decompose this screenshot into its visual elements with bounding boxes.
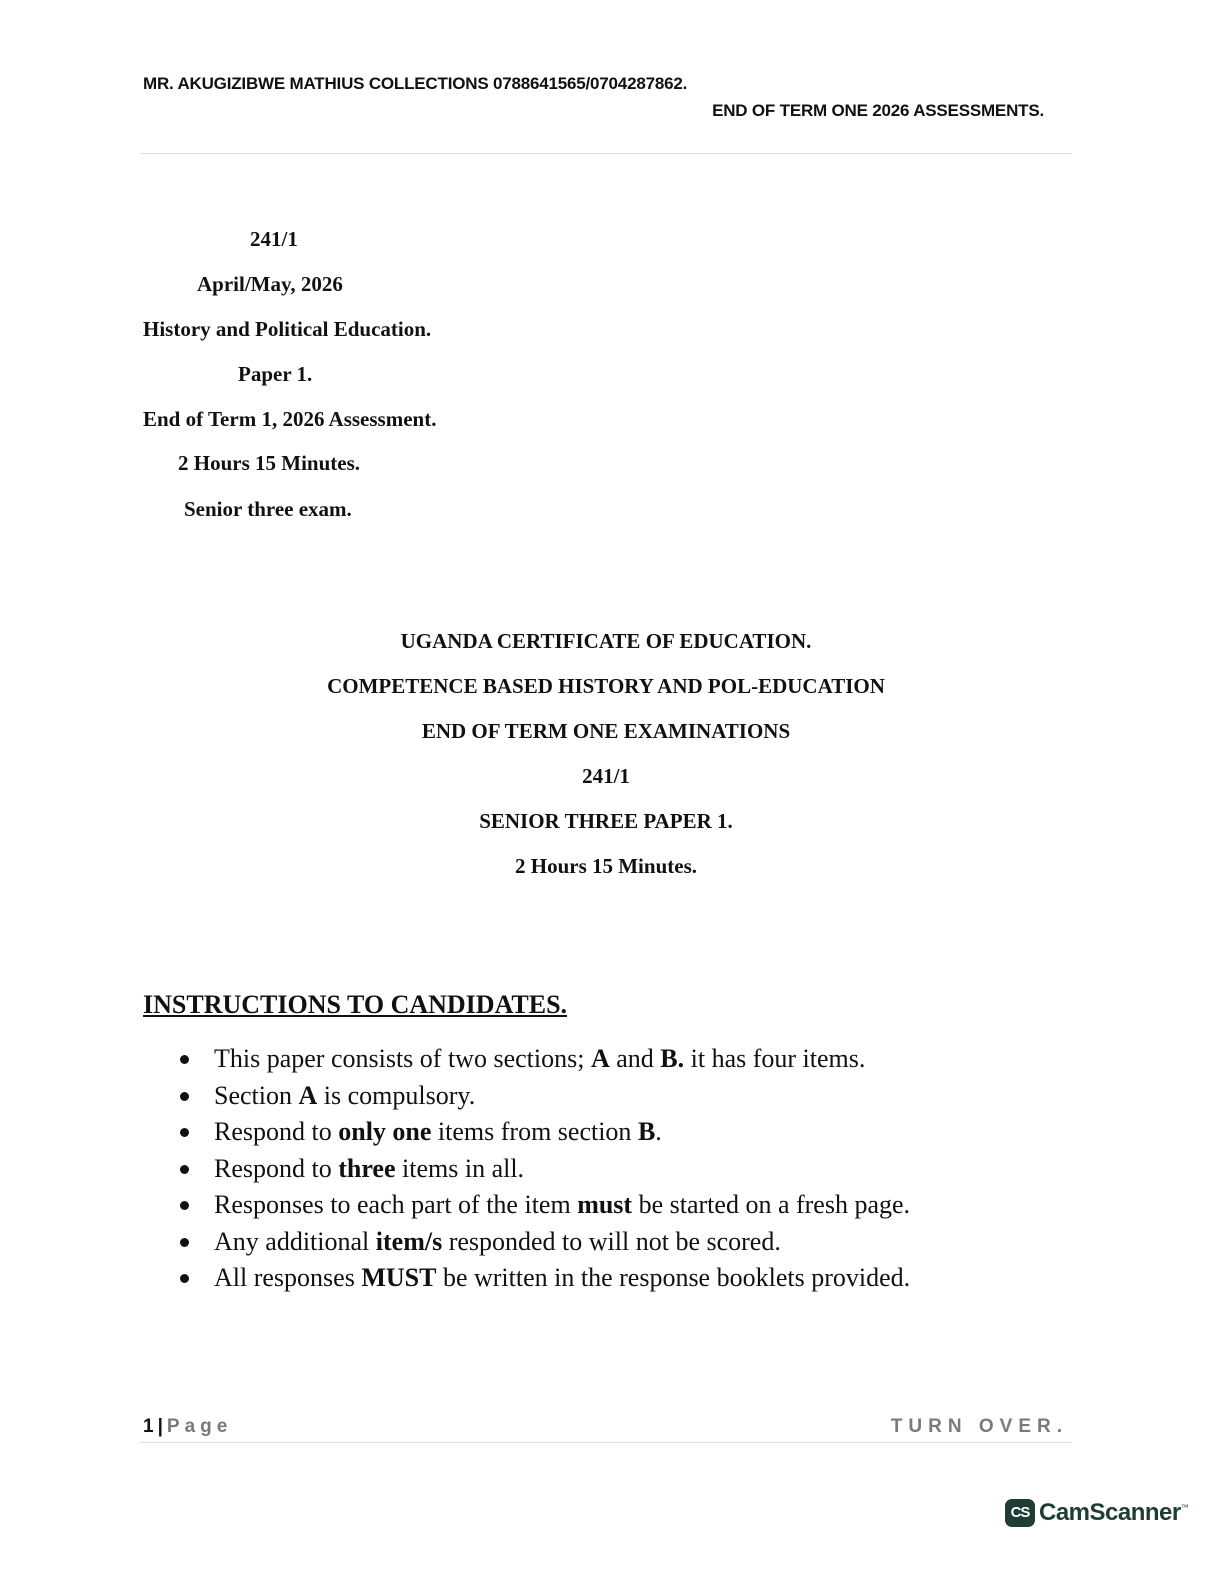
bullet-icon: [180, 1092, 189, 1101]
bullet-icon: [180, 1274, 189, 1283]
footer-divider: [140, 1442, 1072, 1443]
page-number: 1 | Page: [143, 1416, 233, 1437]
camscanner-name: CamScanner: [1039, 1499, 1181, 1526]
bullet-icon: [180, 1055, 189, 1064]
paper-number: Paper 1.: [238, 362, 313, 386]
camscanner-trademark: ™: [1180, 1503, 1189, 1512]
bullet-icon: [180, 1201, 189, 1210]
center-paper-code: 241/1: [582, 764, 630, 788]
subject-name: History and Political Education.: [143, 317, 432, 341]
bullet-icon: [180, 1238, 189, 1247]
instruction-item: Responses to each part of the item must be started on a fresh page.: [143, 1187, 910, 1224]
duration: 2 Hours 15 Minutes.: [178, 451, 361, 475]
class-level: Senior three exam.: [184, 497, 352, 521]
exam-date: April/May, 2026: [197, 272, 343, 296]
instruction-item: Respond to only one items from section B.: [143, 1114, 910, 1151]
assessment-name: End of Term 1, 2026 Assessment.: [143, 407, 437, 431]
header-assessment-line: END OF TERM ONE 2026 ASSESSMENTS.: [712, 101, 1044, 120]
header-collection-line: MR. AKUGIZIBWE MATHIUS COLLECTIONS 0788641565/0704287862.: [143, 74, 688, 93]
instruction-item: Section A is compulsory.: [143, 1078, 910, 1115]
center-duration: 2 Hours 15 Minutes.: [514, 854, 697, 878]
bullet-icon: [180, 1165, 189, 1174]
instructions-title: INSTRUCTIONS TO CANDIDATES.: [143, 990, 568, 1019]
instruction-item: All responses MUST be written in the response booklets provided.: [143, 1260, 910, 1297]
instruction-item: This paper consists of two sections; A and B. it has four items.: [143, 1041, 910, 1078]
exam-title: END OF TERM ONE EXAMINATIONS: [421, 719, 791, 743]
instruction-item: Any additional item/s responded to will not be scored.: [143, 1224, 910, 1261]
camscanner-watermark: [1005, 1499, 1189, 1527]
instructions-list: [143, 1041, 910, 1297]
instruction-item: Respond to three items in all.: [143, 1151, 910, 1188]
subject-title: COMPETENCE BASED HISTORY AND POL-EDUCATION: [327, 674, 885, 698]
camscanner-logo-icon: CS: [1005, 1499, 1035, 1527]
certificate-title: UGANDA CERTIFICATE OF EDUCATION.: [400, 629, 812, 653]
header-divider: [140, 153, 1072, 154]
center-class-paper: SENIOR THREE PAPER 1.: [479, 809, 733, 833]
turn-over-label: TURN OVER.: [890, 1416, 1068, 1437]
paper-code: 241/1: [250, 227, 298, 251]
bullet-icon: [180, 1128, 189, 1137]
